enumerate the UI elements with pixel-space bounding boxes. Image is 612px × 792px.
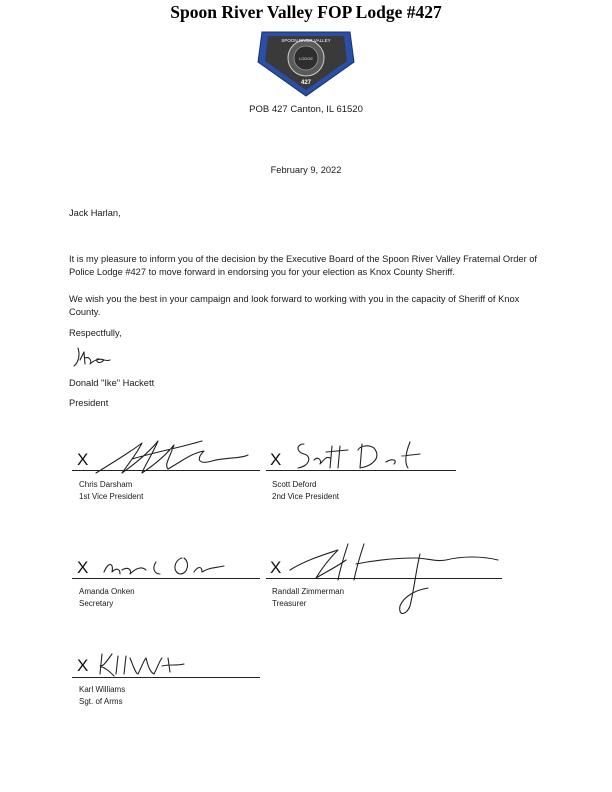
fop-lodge-logo <box>256 26 356 98</box>
signatory-name: Scott Deford <box>272 480 317 489</box>
lodge-title: Spoon River Valley FOP Lodge #427 <box>170 2 442 22</box>
president-title: President <box>69 398 109 408</box>
signatory-name: Randall Zimmerman <box>272 587 345 596</box>
signature-karl-williams <box>96 650 192 678</box>
signature-x-mark: X <box>77 450 89 469</box>
svg-text:LODGE: LODGE <box>298 56 314 61</box>
signatory-name: Karl Williams <box>79 685 126 694</box>
signature-amanda-onken <box>98 552 228 580</box>
signatory-role: 1st Vice President <box>79 492 144 501</box>
svg-text:427: 427 <box>300 80 312 86</box>
signature-x-mark: X <box>77 656 89 675</box>
signatory-role: 2nd Vice President <box>272 492 340 501</box>
signature-x-mark: X <box>77 558 89 577</box>
president-signature <box>70 344 112 370</box>
lodge-address: POB 427 Canton, IL 61520 <box>249 104 363 115</box>
signatory-name: Amanda Onken <box>79 587 135 596</box>
signature-chris-darsham <box>92 433 252 478</box>
salutation: Jack Harlan, <box>69 208 121 218</box>
president-name: Donald "Ike" Hackett <box>69 378 155 388</box>
signature-randall-zimmerman <box>286 540 502 620</box>
signature-scott-deford <box>290 438 430 474</box>
signature-x-mark: X <box>270 450 282 469</box>
signatory-role: Treasurer <box>272 599 307 608</box>
endorsement-paragraph: It is my pleasure to inform you of the decision by the Executive Board of the Spoon River Valley Fraternal Order of Police Lodge #427 to move forward in endorsing you for your election as Knox County Sheriff. <box>69 254 537 277</box>
svg-text:SPOON RIVER VALLEY: SPOON RIVER VALLEY <box>281 38 331 43</box>
wishes-paragraph: We wish you the best in your campaign and look forward to working with you in the capacity of Sheriff of Knox County. <box>69 294 520 317</box>
signatory-name: Chris Darsham <box>79 480 133 489</box>
signatory-role: Secretary <box>79 599 114 608</box>
signatory-role: Sgt. of Arms <box>79 697 123 706</box>
signature-x-mark: X <box>270 558 282 577</box>
closing: Respectfully, <box>69 328 122 338</box>
letter-date: February 9, 2022 <box>270 165 342 175</box>
